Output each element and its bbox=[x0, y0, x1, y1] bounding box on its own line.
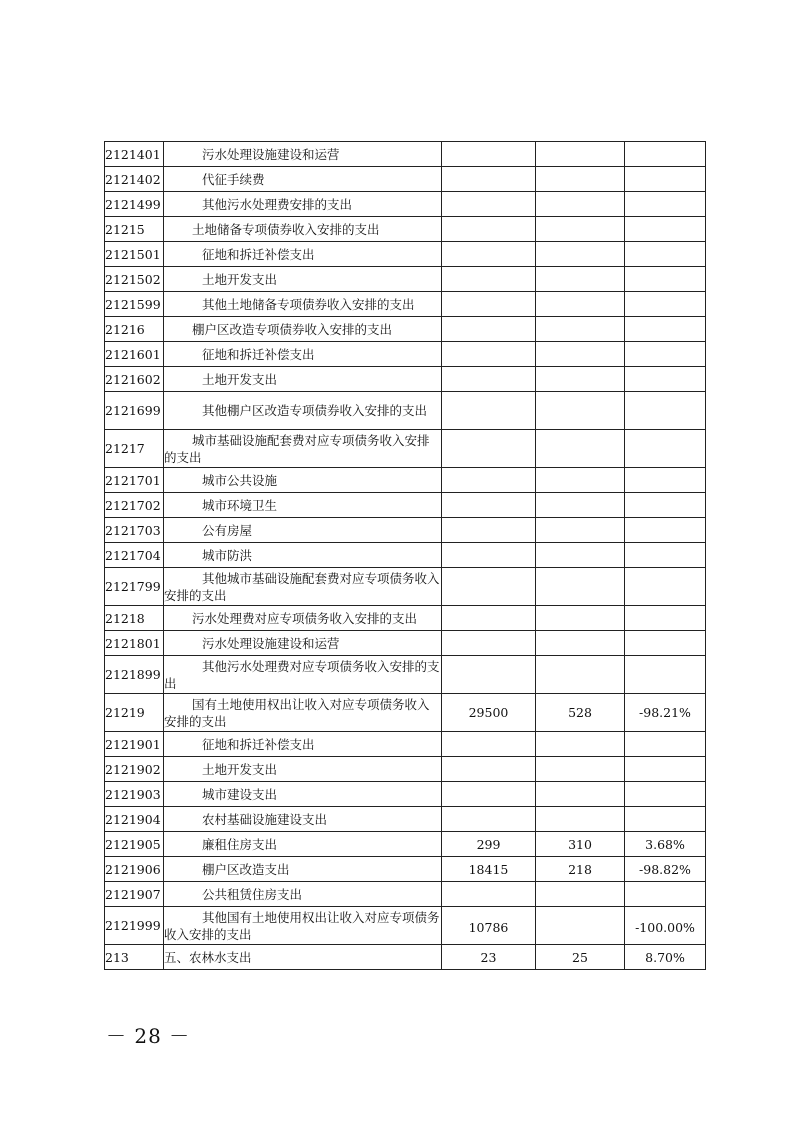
row-change-cell: 3.68% bbox=[625, 832, 706, 857]
row-name-cell: 其他土地储备专项债券收入安排的支出 bbox=[164, 292, 442, 317]
table-row bbox=[105, 317, 706, 342]
table-row bbox=[105, 493, 706, 518]
row-name-cell: 土地开发支出 bbox=[164, 367, 442, 392]
row-value-a-cell bbox=[442, 782, 536, 807]
row-value-a-cell bbox=[442, 568, 536, 606]
row-change-cell: -98.21% bbox=[625, 694, 706, 732]
row-code-cell: 2121501 bbox=[105, 242, 164, 267]
row-code-cell: 21215 bbox=[105, 217, 164, 242]
table-row bbox=[105, 568, 706, 606]
row-value-b-cell bbox=[536, 518, 625, 543]
table-row bbox=[105, 468, 706, 493]
row-value-b-cell: 218 bbox=[536, 857, 625, 882]
row-name-cell: 其他城市基础设施配套费对应专项债务收入安排的支出 bbox=[164, 568, 442, 606]
row-change-cell bbox=[625, 568, 706, 606]
row-name-cell: 城市防洪 bbox=[164, 543, 442, 568]
row-name-cell: 公有房屋 bbox=[164, 518, 442, 543]
row-code-cell: 2121602 bbox=[105, 367, 164, 392]
row-value-b-cell bbox=[536, 631, 625, 656]
row-value-a-cell bbox=[442, 518, 536, 543]
row-value-b-cell bbox=[536, 782, 625, 807]
row-name-cell: 其他棚户区改造专项债券收入安排的支出 bbox=[164, 392, 442, 430]
row-name-cell: 城市建设支出 bbox=[164, 782, 442, 807]
table-row bbox=[105, 631, 706, 656]
table-row bbox=[105, 606, 706, 631]
row-code-cell: 2121402 bbox=[105, 167, 164, 192]
row-change-cell bbox=[625, 732, 706, 757]
row-change-cell bbox=[625, 543, 706, 568]
row-name-cell: 土地开发支出 bbox=[164, 267, 442, 292]
row-value-b-cell bbox=[536, 192, 625, 217]
row-change-cell bbox=[625, 807, 706, 832]
row-value-a-cell bbox=[442, 367, 536, 392]
table-row bbox=[105, 694, 706, 732]
table-row bbox=[105, 543, 706, 568]
row-value-a-cell bbox=[442, 882, 536, 907]
row-value-a-cell bbox=[442, 468, 536, 493]
row-code-cell: 2121401 bbox=[105, 142, 164, 167]
row-value-a-cell bbox=[442, 757, 536, 782]
row-code-cell: 2121906 bbox=[105, 857, 164, 882]
row-value-a-cell bbox=[442, 392, 536, 430]
row-value-a-cell bbox=[442, 167, 536, 192]
row-code-cell: 2121903 bbox=[105, 782, 164, 807]
row-value-a-cell bbox=[442, 267, 536, 292]
table-row bbox=[105, 656, 706, 694]
row-name-cell: 棚户区改造专项债券收入安排的支出 bbox=[164, 317, 442, 342]
row-value-a-cell bbox=[442, 656, 536, 694]
row-change-cell bbox=[625, 656, 706, 694]
row-value-b-cell bbox=[536, 882, 625, 907]
row-value-b-cell bbox=[536, 242, 625, 267]
row-value-b-cell bbox=[536, 606, 625, 631]
row-value-b-cell bbox=[536, 732, 625, 757]
row-value-a-cell bbox=[442, 493, 536, 518]
table-row bbox=[105, 192, 706, 217]
row-value-a-cell bbox=[442, 192, 536, 217]
row-value-a-cell: 23 bbox=[442, 945, 536, 970]
row-value-b-cell bbox=[536, 217, 625, 242]
table-row bbox=[105, 167, 706, 192]
row-value-a-cell bbox=[442, 242, 536, 267]
table-row bbox=[105, 267, 706, 292]
row-name-cell: 农村基础设施建设支出 bbox=[164, 807, 442, 832]
table-row bbox=[105, 807, 706, 832]
table-row bbox=[105, 518, 706, 543]
row-value-b-cell: 310 bbox=[536, 832, 625, 857]
row-value-b-cell bbox=[536, 656, 625, 694]
table-row bbox=[105, 217, 706, 242]
row-change-cell bbox=[625, 217, 706, 242]
row-name-cell: 代征手续费 bbox=[164, 167, 442, 192]
table-row bbox=[105, 367, 706, 392]
row-change-cell bbox=[625, 493, 706, 518]
row-value-b-cell bbox=[536, 392, 625, 430]
table-row bbox=[105, 857, 706, 882]
row-change-cell: 8.70% bbox=[625, 945, 706, 970]
table-row bbox=[105, 757, 706, 782]
row-name-cell: 污水处理设施建设和运营 bbox=[164, 631, 442, 656]
row-change-cell bbox=[625, 167, 706, 192]
row-value-a-cell bbox=[442, 606, 536, 631]
row-value-b-cell bbox=[536, 292, 625, 317]
row-code-cell: 2121899 bbox=[105, 656, 164, 694]
row-value-a-cell: 299 bbox=[442, 832, 536, 857]
row-value-b-cell bbox=[536, 757, 625, 782]
row-name-cell: 城市公共设施 bbox=[164, 468, 442, 493]
row-value-b-cell bbox=[536, 543, 625, 568]
row-code-cell: 2121599 bbox=[105, 292, 164, 317]
row-value-b-cell bbox=[536, 468, 625, 493]
row-change-cell bbox=[625, 142, 706, 167]
row-code-cell: 2121601 bbox=[105, 342, 164, 367]
table-row bbox=[105, 782, 706, 807]
row-name-cell: 土地开发支出 bbox=[164, 757, 442, 782]
row-value-a-cell bbox=[442, 631, 536, 656]
row-change-cell bbox=[625, 782, 706, 807]
table-row bbox=[105, 392, 706, 430]
row-code-cell: 2121701 bbox=[105, 468, 164, 493]
row-change-cell bbox=[625, 317, 706, 342]
row-value-a-cell bbox=[442, 543, 536, 568]
row-change-cell bbox=[625, 882, 706, 907]
row-value-b-cell bbox=[536, 167, 625, 192]
table-row bbox=[105, 430, 706, 468]
row-name-cell: 其他污水处理费对应专项债务收入安排的支出 bbox=[164, 656, 442, 694]
row-name-cell: 土地储备专项债券收入安排的支出 bbox=[164, 217, 442, 242]
table-body bbox=[105, 142, 706, 970]
row-name-cell: 城市环境卫生 bbox=[164, 493, 442, 518]
row-change-cell bbox=[625, 192, 706, 217]
row-value-b-cell bbox=[536, 907, 625, 945]
row-change-cell bbox=[625, 267, 706, 292]
row-name-cell: 征地和拆迁补偿支出 bbox=[164, 342, 442, 367]
row-code-cell: 21216 bbox=[105, 317, 164, 342]
row-value-b-cell bbox=[536, 142, 625, 167]
row-code-cell: 2121799 bbox=[105, 568, 164, 606]
row-value-b-cell bbox=[536, 568, 625, 606]
row-value-b-cell bbox=[536, 493, 625, 518]
row-name-cell: 征地和拆迁补偿支出 bbox=[164, 732, 442, 757]
row-value-a-cell bbox=[442, 217, 536, 242]
row-value-a-cell bbox=[442, 342, 536, 367]
row-name-cell: 污水处理费对应专项债务收入安排的支出 bbox=[164, 606, 442, 631]
row-code-cell: 2121902 bbox=[105, 757, 164, 782]
row-value-b-cell bbox=[536, 430, 625, 468]
table-row bbox=[105, 832, 706, 857]
row-value-a-cell bbox=[442, 142, 536, 167]
row-value-a-cell bbox=[442, 317, 536, 342]
row-value-a-cell bbox=[442, 732, 536, 757]
row-change-cell: -98.82% bbox=[625, 857, 706, 882]
row-code-cell: 2121801 bbox=[105, 631, 164, 656]
row-change-cell bbox=[625, 631, 706, 656]
row-name-cell: 其他国有土地使用权出让收入对应专项债务收入安排的支出 bbox=[164, 907, 442, 945]
row-change-cell bbox=[625, 430, 706, 468]
row-value-a-cell: 29500 bbox=[442, 694, 536, 732]
row-code-cell: 213 bbox=[105, 945, 164, 970]
row-code-cell: 2121703 bbox=[105, 518, 164, 543]
row-code-cell: 2121904 bbox=[105, 807, 164, 832]
row-change-cell bbox=[625, 292, 706, 317]
page-number: － 28 － bbox=[106, 1024, 191, 1048]
table-row bbox=[105, 882, 706, 907]
row-value-a-cell bbox=[442, 292, 536, 317]
budget-expenditure-table bbox=[104, 141, 706, 970]
table-row bbox=[105, 242, 706, 267]
row-change-cell bbox=[625, 518, 706, 543]
row-code-cell: 21219 bbox=[105, 694, 164, 732]
row-code-cell: 21217 bbox=[105, 430, 164, 468]
row-value-a-cell: 18415 bbox=[442, 857, 536, 882]
row-change-cell bbox=[625, 242, 706, 267]
table-row bbox=[105, 342, 706, 367]
row-change-cell bbox=[625, 367, 706, 392]
table-row bbox=[105, 907, 706, 945]
row-change-cell bbox=[625, 606, 706, 631]
row-change-cell: -100.00% bbox=[625, 907, 706, 945]
row-code-cell: 2121901 bbox=[105, 732, 164, 757]
row-change-cell bbox=[625, 392, 706, 430]
row-value-b-cell bbox=[536, 807, 625, 832]
row-value-b-cell: 528 bbox=[536, 694, 625, 732]
row-name-cell: 五、农林水支出 bbox=[164, 945, 442, 970]
row-code-cell: 2121699 bbox=[105, 392, 164, 430]
table-row bbox=[105, 732, 706, 757]
table-row bbox=[105, 945, 706, 970]
row-value-b-cell bbox=[536, 367, 625, 392]
row-code-cell: 2121499 bbox=[105, 192, 164, 217]
row-name-cell: 其他污水处理费安排的支出 bbox=[164, 192, 442, 217]
row-code-cell: 2121905 bbox=[105, 832, 164, 857]
row-name-cell: 廉租住房支出 bbox=[164, 832, 442, 857]
row-value-a-cell bbox=[442, 430, 536, 468]
row-name-cell: 城市基础设施配套费对应专项债务收入安排的支出 bbox=[164, 430, 442, 468]
row-value-b-cell: 25 bbox=[536, 945, 625, 970]
row-code-cell: 2121907 bbox=[105, 882, 164, 907]
row-name-cell: 征地和拆迁补偿支出 bbox=[164, 242, 442, 267]
row-value-a-cell: 10786 bbox=[442, 907, 536, 945]
row-change-cell bbox=[625, 468, 706, 493]
table-row bbox=[105, 142, 706, 167]
row-value-b-cell bbox=[536, 342, 625, 367]
row-name-cell: 棚户区改造支出 bbox=[164, 857, 442, 882]
row-code-cell: 2121999 bbox=[105, 907, 164, 945]
row-code-cell: 2121702 bbox=[105, 493, 164, 518]
table-row bbox=[105, 292, 706, 317]
row-code-cell: 2121704 bbox=[105, 543, 164, 568]
row-code-cell: 2121502 bbox=[105, 267, 164, 292]
row-change-cell bbox=[625, 757, 706, 782]
row-value-b-cell bbox=[536, 317, 625, 342]
row-name-cell: 国有土地使用权出让收入对应专项债务收入安排的支出 bbox=[164, 694, 442, 732]
row-value-a-cell bbox=[442, 807, 536, 832]
row-name-cell: 污水处理设施建设和运营 bbox=[164, 142, 442, 167]
row-change-cell bbox=[625, 342, 706, 367]
row-value-b-cell bbox=[536, 267, 625, 292]
row-code-cell: 21218 bbox=[105, 606, 164, 631]
row-name-cell: 公共租赁住房支出 bbox=[164, 882, 442, 907]
